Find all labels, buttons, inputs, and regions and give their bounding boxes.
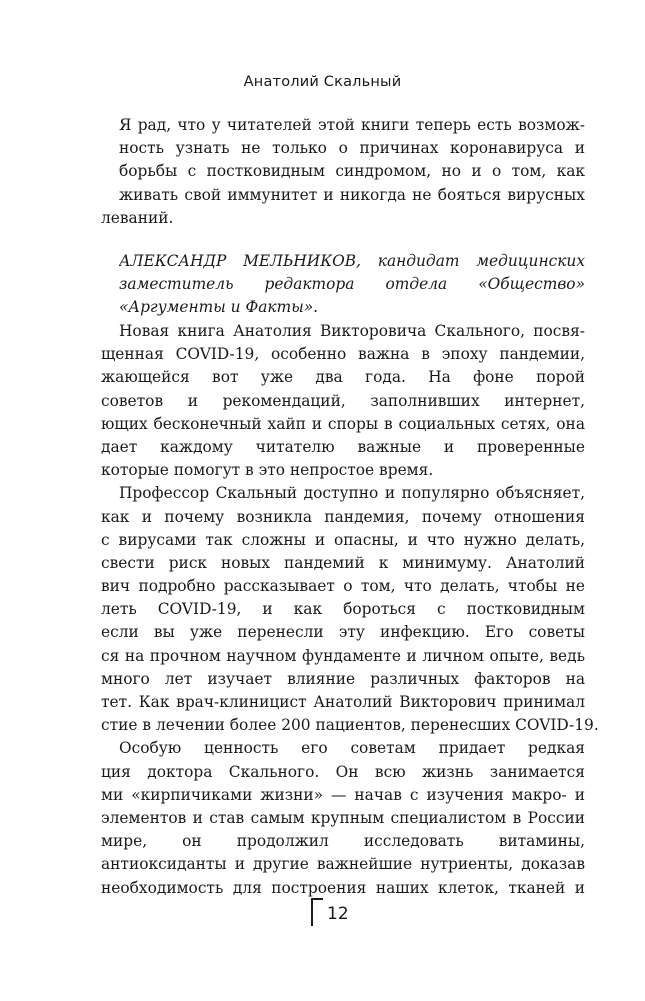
intro-paragraph	[101, 114, 585, 230]
page-number-block	[311, 898, 351, 932]
text-line: дает каждому читателю важные и проверенные	[101, 437, 585, 456]
text-line: ность узнать не только о причинах коронавируса и	[119, 139, 585, 158]
text-line: как и почему возникла пандемия, почему отношения	[101, 507, 585, 526]
text-line: свести риск новых пандемий к минимуму. Анатолий	[101, 553, 585, 572]
author-byline	[119, 250, 585, 320]
text-line: леваний.	[101, 208, 174, 227]
text-line: Я рад, что у читателей этой книги теперь есть возмож-	[119, 116, 585, 134]
byline-line: АЛЕКСАНДР МЕЛЬНИКОВ, кандидат медицинских	[119, 252, 585, 270]
text-line: ция доктора Скального. Он всю жизнь занимается	[101, 762, 585, 781]
text-line: вич подробно рассказывает о том, что делать, чтобы не	[101, 577, 585, 596]
text-line: необходимость для построения наших клеток, тканей и	[101, 878, 585, 897]
page-number: 12	[327, 904, 349, 924]
text-line: тет. Как врач-клиницист Анатолий Викторович принимал	[101, 693, 585, 711]
text-line: живать свой иммунитет и никогда не бояться вирусных	[119, 185, 585, 204]
text-line: антиоксиданты и другие важнейшие нутриенты, доказав	[101, 855, 585, 874]
running-head: Анатолий Скальный	[243, 74, 402, 90]
text-line: которые помогут в это непростое время.	[101, 461, 434, 480]
text-line: борьбы с постковидным синдромом, но и о том, как	[119, 162, 585, 181]
byline-line: «Аргументы и Факты».	[119, 298, 319, 317]
text-line: с вирусами так сложны и опасны, и что нужно делать,	[101, 530, 585, 549]
text-line: щенная COVID-19, особенно важна в эпоху пандемии,	[101, 345, 585, 364]
text-line: мире, он продолжил исследовать витамины,	[101, 832, 585, 851]
text-line: ся на прочном научном фундаменте и личном опыте, ведь	[101, 646, 585, 665]
text-line: леть COVID-19, и как бороться с постковидным	[101, 600, 585, 619]
text-line: Новая книга Анатолия Викторовича Скального, посвя-	[119, 322, 585, 340]
byline-line: заместитель редактора отдела «Общество»	[119, 275, 585, 294]
page-corner-mark	[311, 898, 323, 926]
body-text	[101, 320, 599, 900]
text-line: Особую ценность его советам придает редкая	[119, 739, 585, 758]
text-line: ющих бесконечный хайп и споры в социальных сетях, она	[101, 414, 585, 433]
text-line: много лет изучает влияние различных факторов на	[101, 669, 585, 688]
text-line: Профессор Скальный доступно и популярно объясняет,	[119, 484, 585, 503]
text-line: если вы уже перенесли эту инфекцию. Его советы	[101, 623, 585, 642]
text-line: советов и рекомендаций, заполнивших интернет,	[101, 391, 585, 410]
text-line: ми «кирпичиками жизни» — начав с изучения макро- и	[101, 785, 585, 804]
text-line: стие в лечении более 200 пациентов, перенесших COVID-19.	[101, 716, 599, 735]
text-line: элементов и став самым крупным специалистом в России	[101, 808, 585, 827]
text-line: жающейся вот уже два года. На фоне порой	[101, 368, 585, 387]
